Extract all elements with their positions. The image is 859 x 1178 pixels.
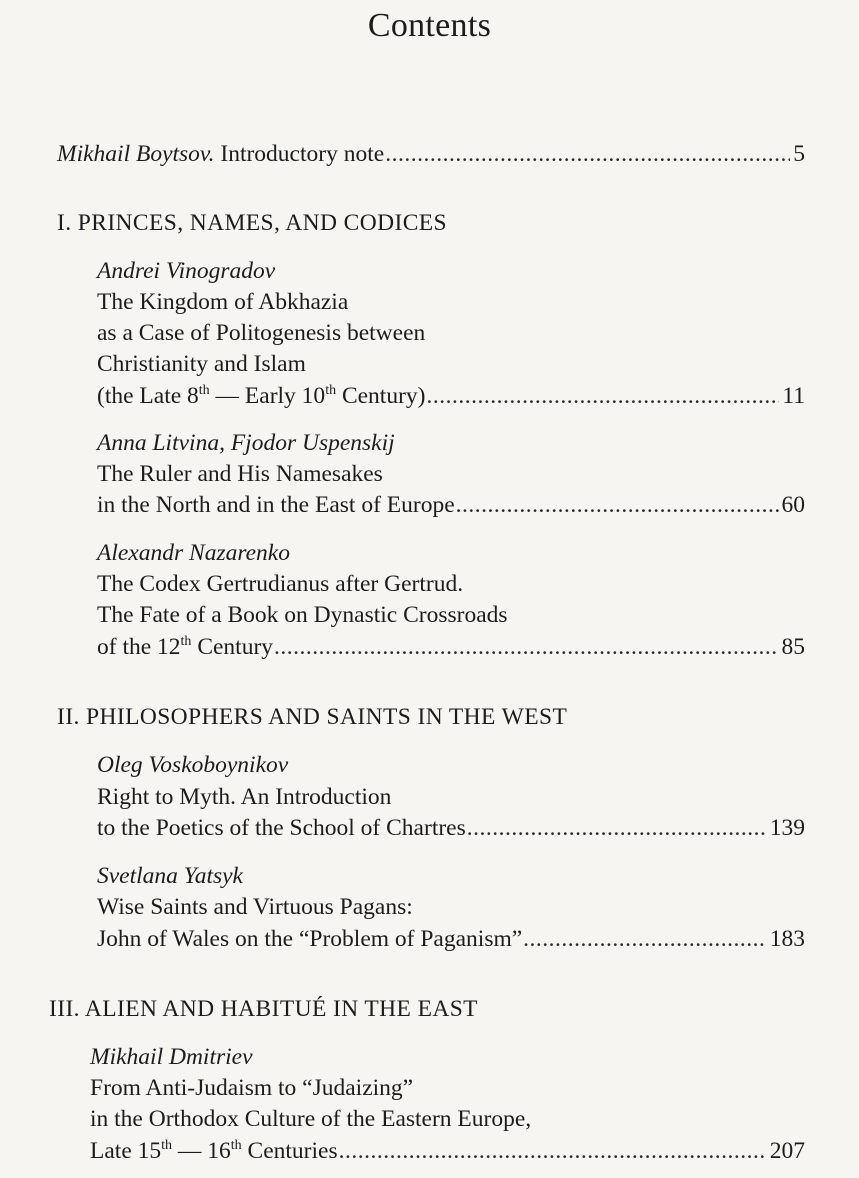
toc-entry-dmitriev[interactable] bbox=[90, 1136, 805, 1166]
intro-author: Mikhail Boytsov. bbox=[57, 141, 215, 167]
section-heading-2: II. PHILOSOPHERS AND SAINTS IN THE WEST bbox=[57, 704, 568, 730]
leader-dots bbox=[339, 1136, 767, 1166]
entry-title-last-line: of the 12th Century bbox=[97, 634, 274, 660]
entry-title-line: Christianity and Islam bbox=[97, 351, 306, 377]
toc-entry-litvina-uspenskij[interactable] bbox=[97, 490, 805, 520]
leader-dots bbox=[274, 632, 778, 662]
entry-title-last-line: to the Poetics of the School of Chartres bbox=[97, 815, 466, 841]
entry-author: Alexandr Nazarenko bbox=[97, 540, 290, 566]
entry-title-line: as a Case of Politogenesis between bbox=[97, 320, 426, 346]
entry-title-line: The Ruler and His Namesakes bbox=[97, 461, 383, 487]
toc-entry-yatsyk[interactable] bbox=[97, 924, 805, 954]
entry-title-last-line: (the Late 8th — Early 10th Century) bbox=[97, 383, 426, 409]
toc-entry-nazarenko[interactable] bbox=[97, 632, 805, 662]
leader-dots bbox=[427, 381, 780, 411]
page-number: 183 bbox=[769, 926, 805, 952]
page-number: 5 bbox=[793, 141, 805, 167]
toc-entry-intro[interactable] bbox=[57, 139, 805, 169]
page-number: 60 bbox=[781, 492, 805, 518]
entry-title-line: The Fate of a Book on Dynastic Crossroads bbox=[97, 602, 508, 628]
entry-title-line: Right to Myth. An Introduction bbox=[97, 784, 392, 810]
section-heading-3: III. ALIEN AND HABITUÉ IN THE EAST bbox=[49, 996, 478, 1022]
entry-title-last-line: John of Wales on the “Problem of Paganism” bbox=[97, 926, 523, 952]
entry-title-last-line: in the North and in the East of Europe bbox=[97, 492, 455, 518]
page-number: 85 bbox=[781, 634, 805, 660]
page-title: Contents bbox=[367, 7, 492, 44]
section-heading-1: I. PRINCES, NAMES, AND CODICES bbox=[57, 210, 448, 236]
entry-title-line: The Kingdom of Abkhazia bbox=[97, 289, 349, 315]
entry-author: Anna Litvina, Fjodor Uspenskij bbox=[97, 430, 395, 456]
toc-entry-voskoboynikov[interactable] bbox=[97, 813, 805, 843]
page-number: 139 bbox=[769, 815, 805, 841]
entry-title-line: Wise Saints and Virtuous Pagans: bbox=[97, 894, 413, 920]
intro-title: Introductory note bbox=[220, 141, 385, 167]
entry-title-line: in the Orthodox Culture of the Eastern Europe, bbox=[90, 1106, 532, 1132]
entry-author: Andrei Vinogradov bbox=[97, 258, 276, 284]
leader-dots bbox=[523, 924, 767, 954]
page-number: 207 bbox=[769, 1138, 805, 1164]
entry-author: Svetlana Yatsyk bbox=[97, 863, 243, 889]
leader-dots bbox=[456, 490, 779, 520]
page-number: 11 bbox=[782, 383, 805, 409]
toc-entry-vinogradov[interactable] bbox=[97, 381, 805, 411]
leader-dots bbox=[467, 813, 767, 843]
entry-author: Mikhail Dmitriev bbox=[90, 1044, 253, 1070]
entry-title-line: The Codex Gertrudianus after Gertrud. bbox=[97, 571, 464, 597]
leader-dots bbox=[385, 139, 790, 169]
entry-author: Oleg Voskoboynikov bbox=[97, 752, 289, 778]
entry-title-line: From Anti-Judaism to “Judaizing” bbox=[90, 1075, 414, 1101]
entry-title-last-line: Late 15th — 16th Centuries bbox=[90, 1138, 338, 1164]
